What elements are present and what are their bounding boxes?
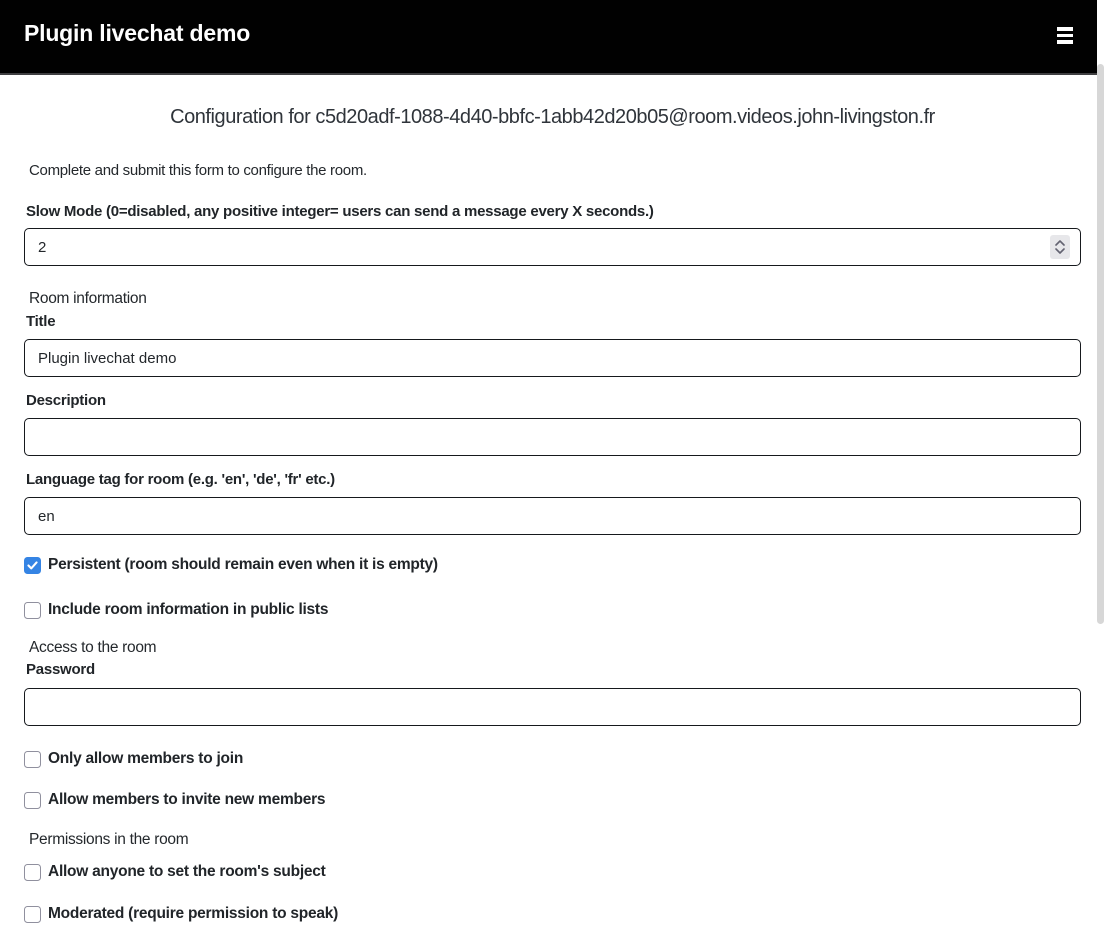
menu-button[interactable] [1057, 20, 1073, 51]
form-intro: Complete and submit this form to configure the room. [29, 162, 367, 179]
language-input[interactable] [24, 497, 1081, 535]
section-permissions: Permissions in the room [29, 831, 189, 848]
chevron-up-icon [1055, 240, 1065, 246]
checkbox-row-members-only [24, 749, 1081, 769]
scrollbar-thumb[interactable] [1097, 64, 1104, 624]
moderated-checkbox[interactable] [24, 906, 41, 923]
check-icon [27, 561, 38, 570]
password-input[interactable] [24, 688, 1081, 726]
checkbox-row-persistent [24, 555, 1081, 575]
checkbox-row-allow-invites [24, 790, 1081, 810]
room-config-page [0, 105, 1097, 924]
description-input[interactable] [24, 418, 1081, 456]
public-list-checkbox[interactable] [24, 602, 41, 619]
slow-mode-input[interactable] [24, 228, 1081, 266]
allow-invites-checkbox[interactable] [24, 792, 41, 809]
password-label: Password [26, 661, 95, 678]
change-subject-label: Allow anyone to set the room's subject [48, 863, 326, 880]
section-room-information: Room information [29, 290, 147, 307]
slow-mode-label: Slow Mode (0=disabled, any positive integer= users can send a message every X seconds.) [26, 203, 654, 220]
title-input[interactable] [24, 339, 1081, 377]
room-config-form [24, 203, 1081, 924]
app-header [0, 0, 1097, 75]
page-title: Configuration for c5d20adf-1088-4d40-bbfc-1abb42d20b05@room.videos.john-livingston.fr [170, 106, 935, 128]
members-only-checkbox[interactable] [24, 751, 41, 768]
checkbox-row-moderated [24, 904, 1081, 924]
language-label: Language tag for room (e.g. 'en', 'de', 'fr' etc.) [26, 471, 335, 488]
public-list-label: Include room information in public lists [48, 601, 329, 618]
moderated-label: Moderated (require permission to speak) [48, 905, 338, 922]
members-only-label: Only allow members to join [48, 750, 244, 767]
persistent-label: Persistent (room should remain even when it is empty) [48, 556, 438, 573]
chevron-down-icon [1055, 248, 1065, 254]
checkbox-row-change-subject [24, 862, 1081, 882]
title-label: Title [26, 313, 56, 330]
checkbox-row-public-list [24, 600, 1081, 620]
persistent-checkbox[interactable] [24, 557, 41, 574]
number-stepper[interactable] [1050, 235, 1070, 259]
slow-mode-field [24, 228, 1081, 266]
section-access-to-room: Access to the room [29, 639, 157, 656]
change-subject-checkbox[interactable] [24, 864, 41, 881]
description-label: Description [26, 392, 106, 409]
app-title: Plugin livechat demo [24, 20, 251, 46]
allow-invites-label: Allow members to invite new members [48, 791, 326, 808]
hamburger-icon [1057, 27, 1073, 44]
